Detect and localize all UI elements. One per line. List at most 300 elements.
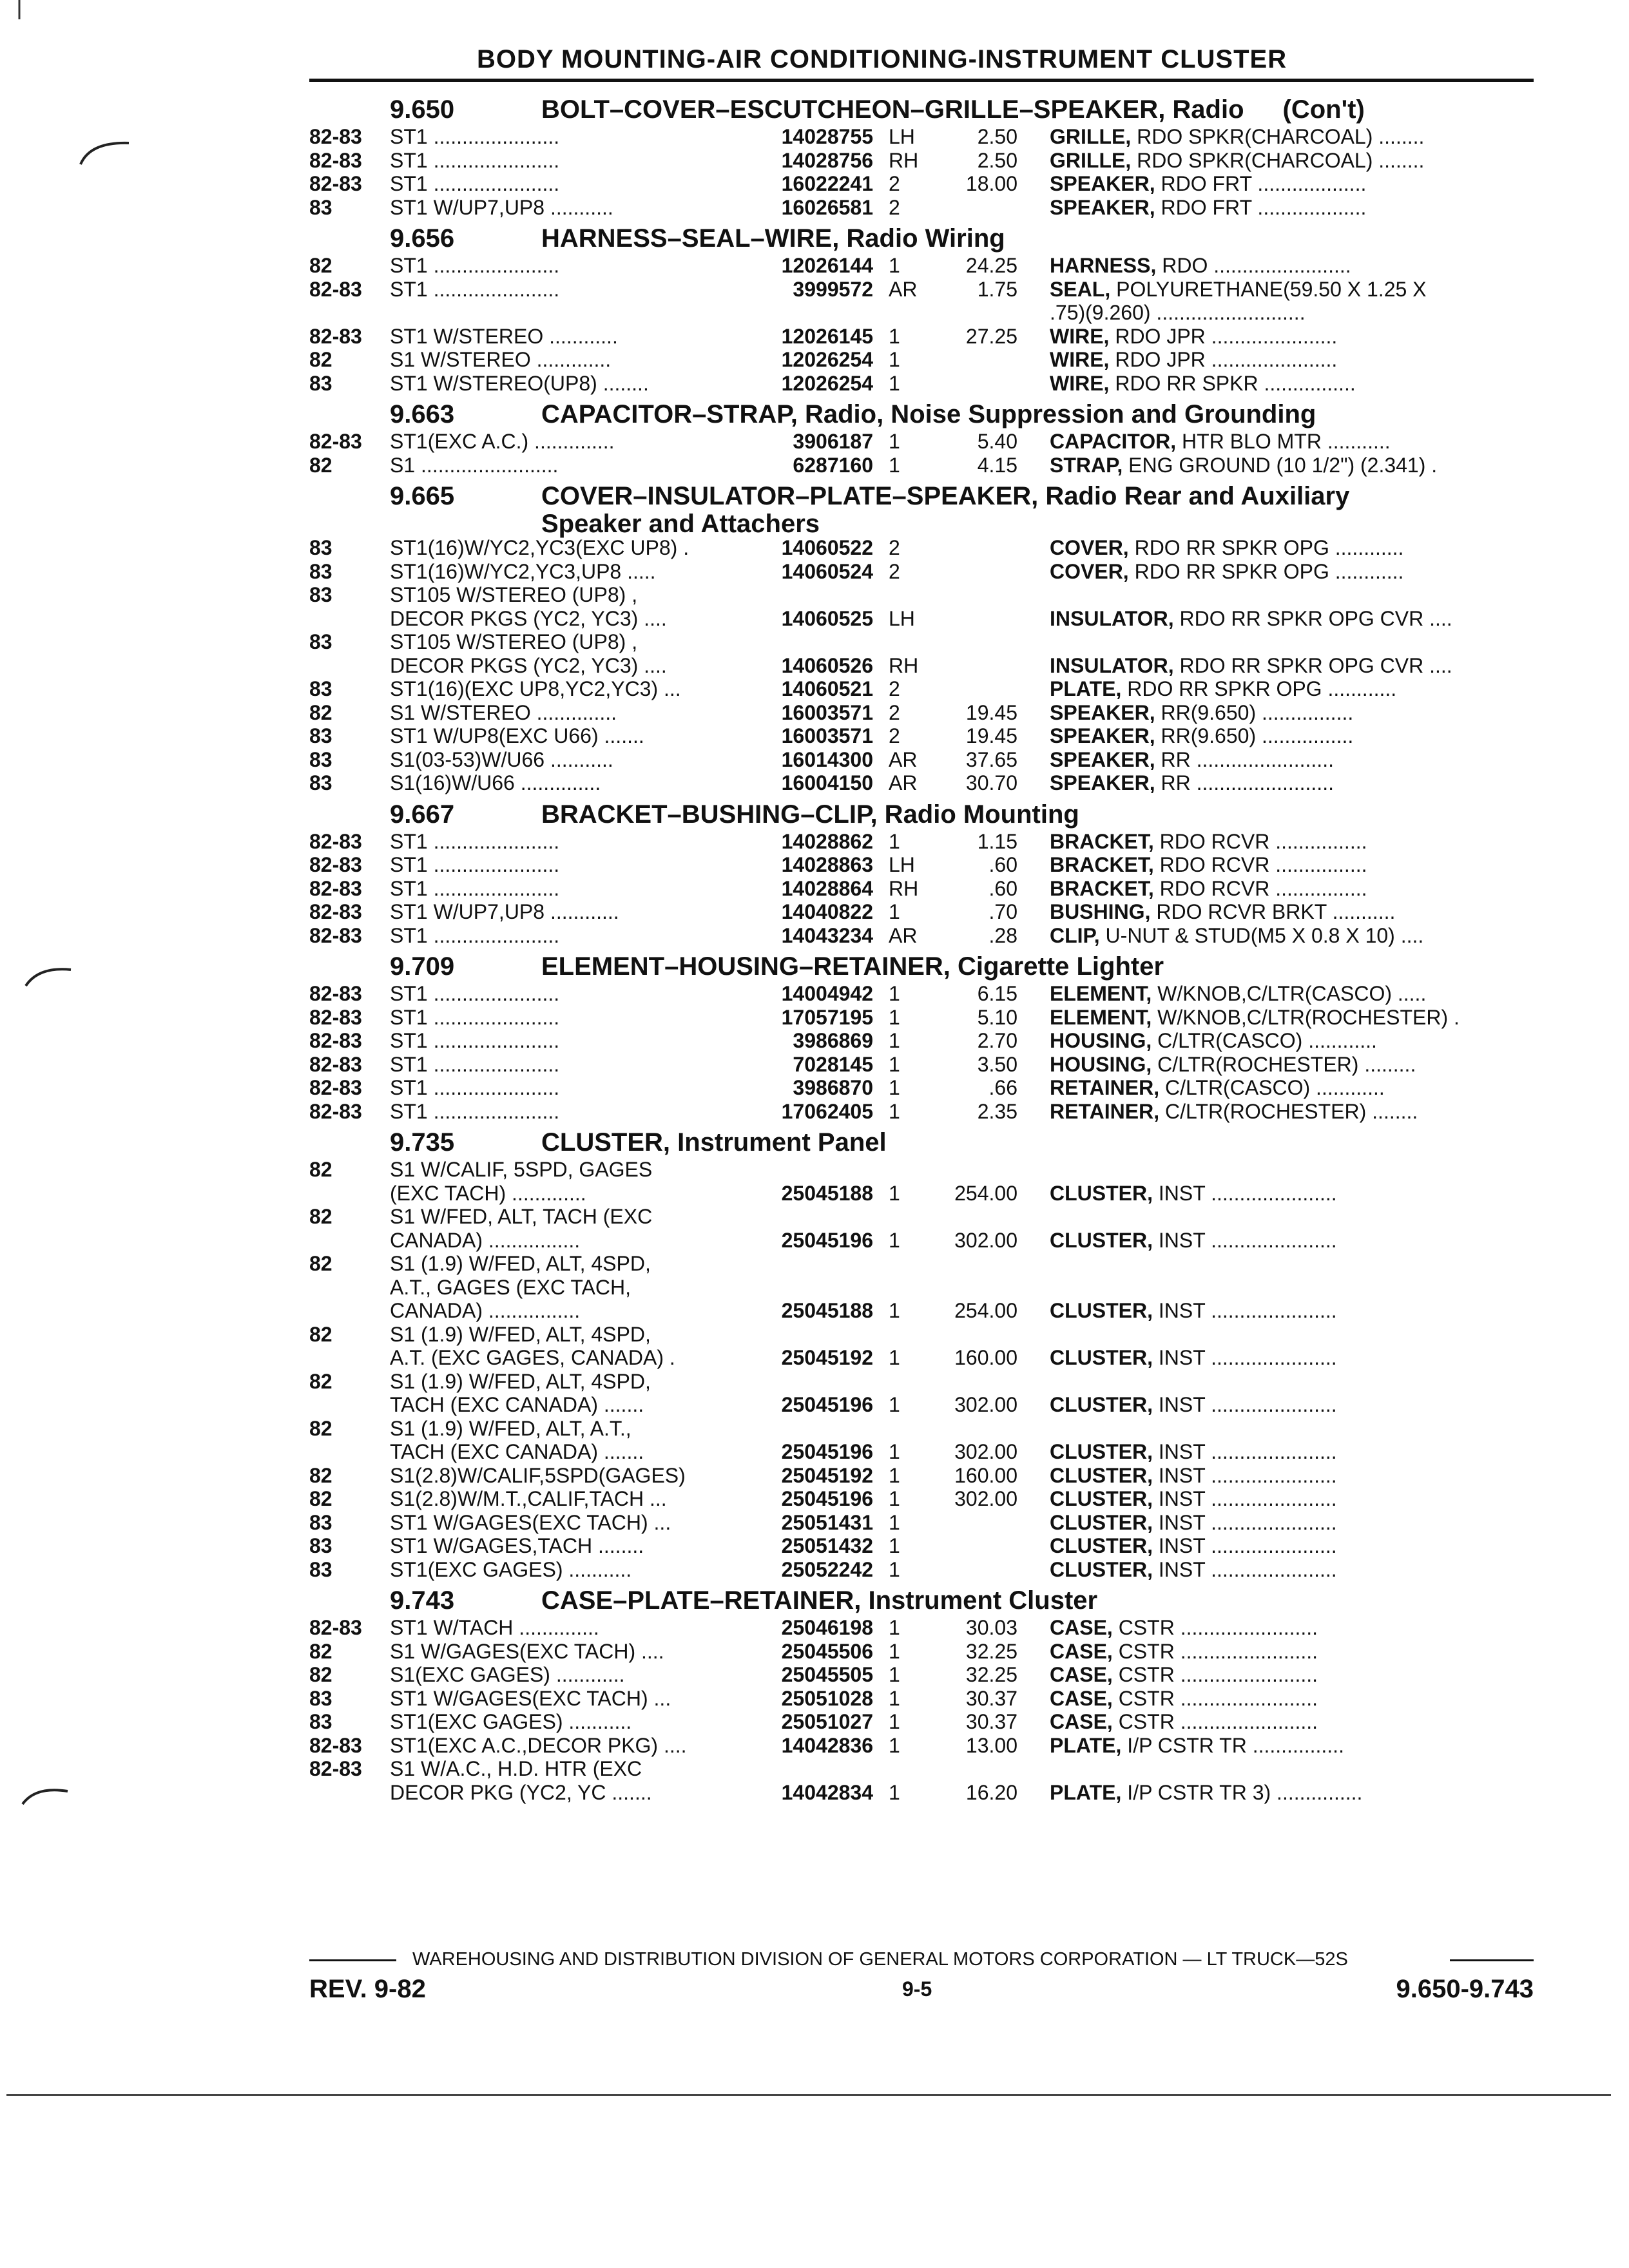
part-row [309,1370,1534,1394]
model-year: 82 [309,1463,333,1487]
part-number [751,1757,873,1781]
list-price: 13.00 [965,1733,1017,1757]
nomenclature-detail: RDO RCVR ................ [1153,853,1367,876]
application-desc: CANADA) ................ [390,1299,581,1322]
nomenclature [1050,1440,1501,1464]
part-row [309,536,1534,560]
part-row [309,1464,1534,1488]
nomenclature-detail: INST ...................... [1153,1181,1337,1205]
nomenclature [1050,560,1501,584]
nomenclature-noun: CLUSTER, [1050,1534,1153,1557]
nomenclature-noun: CLUSTER, [1050,1440,1153,1463]
quantity: 1 [889,1393,900,1416]
application-desc: S1 W/FED, ALT, TACH (EXC [390,1205,653,1228]
nomenclature-noun: SPEAKER, [1050,700,1155,724]
parts-list [309,90,1534,1804]
nomenclature-noun: SPEAKER, [1050,172,1155,195]
application-desc: S1 W/A.C., H.D. HTR (EXC [390,1757,642,1780]
nomenclature-detail: POLYURETHANE(59.50 X 1.25 X [1110,277,1427,301]
part-row [309,982,1534,1006]
model-year: 82 [309,700,333,724]
list-price [927,301,1017,325]
nomenclature-detail: RDO RR SPKR OPG CVR .... [1173,606,1452,630]
part-row [309,372,1534,396]
model-year: 82-83 [309,853,362,876]
section-title [541,94,1365,125]
application-desc: S1 ........................ [390,453,559,477]
nomenclature-detail: INST ...................... [1153,1228,1337,1252]
part-row [309,1757,1534,1781]
nomenclature [1050,1053,1501,1077]
part-number: 16003571 [781,724,873,747]
section-subtitle: Speaker and Attachers [541,510,820,538]
quantity [873,1205,927,1229]
list-price: 32.25 [965,1663,1017,1686]
list-price: .70 [988,900,1017,923]
nomenclature-noun: STRAP, [1050,453,1123,477]
part-number [751,1158,873,1182]
quantity: 1 [889,829,900,853]
part-number [751,301,873,325]
nomenclature-noun: CASE, [1050,1616,1113,1639]
revision-label: REV. 9-82 [309,1975,426,2003]
part-row [309,654,1534,678]
nomenclature-noun: CLIP, [1050,923,1100,947]
nomenclature [1050,149,1501,173]
quantity: 1 [889,324,900,348]
nomenclature-noun: HOUSING, [1050,1029,1152,1052]
nomenclature-detail: ENG GROUND (10 1/2") (2.341) . [1123,453,1438,477]
nomenclature-noun: COVER, [1050,559,1129,583]
nomenclature-noun: INSULATOR, [1050,653,1174,677]
part-row [309,560,1534,584]
part-number [751,1252,873,1276]
section-number: 9.650 [390,95,455,124]
list-price: 6.15 [977,982,1017,1005]
model-year: 82-83 [309,172,362,195]
margin-pen-mark [19,1778,71,1811]
section-number: 9.663 [390,400,455,428]
nomenclature [1050,301,1501,325]
list-price [927,196,1017,220]
list-price: 302.00 [954,1440,1017,1463]
section-title [541,951,1164,982]
part-row [309,1487,1534,1511]
nomenclature-noun: CLUSTER, [1050,1557,1153,1581]
list-price [927,1417,1017,1441]
part-number: 25051432 [781,1534,873,1557]
model-year: 83 [309,1686,333,1710]
application-desc: ST1 W/UP7,UP8 ............ [390,900,619,923]
quantity [873,630,927,654]
section-number: 9.735 [390,1128,455,1157]
nomenclature-detail: RDO FRT ................... [1155,195,1367,219]
list-price [927,1757,1017,1781]
part-number: 14060526 [781,653,873,677]
model-year [309,1781,390,1805]
nomenclature [1050,748,1501,772]
quantity: 2 [889,195,900,219]
list-price [927,630,1017,654]
part-number: 25045188 [781,1181,873,1205]
nomenclature-detail: CSTR ........................ [1112,1686,1318,1710]
list-price [927,607,1017,631]
application-desc: ST1 ...................... [390,254,560,277]
list-price: 302.00 [954,1228,1017,1252]
nomenclature-noun: SEAL, [1050,277,1111,301]
part-number: 17057195 [781,1005,873,1029]
model-year: 82 [309,1205,333,1228]
application-desc: ST1 ...................... [390,125,560,148]
quantity: 1 [889,1463,900,1487]
nomenclature [1050,1640,1501,1664]
part-row [309,430,1534,454]
nomenclature [1050,1487,1501,1511]
nomenclature-noun: PLATE, [1050,1733,1122,1757]
nomenclature-noun: CLUSTER, [1050,1299,1153,1322]
section-heading [390,799,1534,830]
part-number [751,1323,873,1347]
nomenclature-detail: RDO SPKR(CHARCOAL) ........ [1131,148,1425,172]
quantity: AR [889,747,918,771]
list-price: 16.20 [965,1780,1017,1804]
model-year [309,1393,390,1417]
model-year [309,1182,390,1206]
part-row [309,748,1534,772]
model-year: 82-83 [309,1005,362,1029]
model-year: 82-83 [309,923,362,947]
section-title-text: BOLT–COVER–ESCUTCHEON–GRILLE–SPEAKER, Radio [541,95,1244,124]
application-desc: ST1 ...................... [390,1005,560,1029]
nomenclature [1050,607,1501,631]
list-price: 18.00 [965,172,1017,195]
application-desc: ST1(EXC GAGES) ........... [390,1710,632,1733]
list-price [927,1558,1017,1582]
nomenclature [1050,1299,1501,1323]
part-row [309,1417,1534,1441]
model-year: 83 [309,771,333,794]
nomenclature [1050,1393,1501,1417]
nomenclature-noun: SPEAKER, [1050,195,1155,219]
model-year: 82-83 [309,900,362,923]
quantity: 1 [889,453,900,477]
quantity: 1 [889,1510,900,1534]
part-number: 25046198 [781,1616,873,1639]
model-year: 82-83 [309,1757,362,1780]
list-price: 30.03 [965,1616,1017,1639]
model-year: 82-83 [309,1099,362,1123]
nomenclature [1050,1229,1501,1253]
quantity: LH [889,125,915,148]
nomenclature [1050,1076,1501,1100]
application-desc: ST1 ...................... [390,148,560,172]
continued-label: (Con't) [1282,95,1365,124]
application-desc: S1 (1.9) W/FED, ALT, 4SPD, [390,1322,651,1346]
quantity [873,1370,927,1394]
model-year [309,1346,390,1370]
part-row [309,348,1534,372]
nomenclature-noun: PLATE, [1050,1780,1122,1804]
list-price [927,1370,1017,1394]
nomenclature [1050,982,1501,1006]
nomenclature-detail: RDO ........................ [1156,254,1351,277]
application-desc: S1 W/STEREO .............. [390,700,617,724]
list-price: 4.15 [977,453,1017,477]
quantity: 1 [889,1487,900,1510]
nomenclature-noun: ELEMENT, [1050,982,1152,1005]
nomenclature [1050,1464,1501,1488]
part-number [751,630,873,654]
quantity: AR [889,277,918,301]
part-row [309,1440,1534,1464]
list-price [927,583,1017,607]
application-desc: ST1(16)(EXC UP8,YC2,YC3) ... [390,677,681,700]
nomenclature-detail: CSTR ........................ [1112,1663,1318,1686]
application-desc: ST1 ...................... [390,876,560,900]
nomenclature-noun: CLUSTER, [1050,1463,1153,1487]
nomenclature-detail: I/P CSTR TR ................ [1121,1733,1344,1757]
part-number: 3986869 [793,1029,873,1052]
section-heading [390,223,1534,254]
model-year: 82-83 [309,1052,362,1076]
model-year: 82 [309,1369,333,1393]
model-year: 83 [309,536,333,559]
section-title [541,1585,1097,1616]
nomenclature-noun: COVER, [1050,536,1129,559]
nomenclature [1050,1323,1501,1347]
nomenclature-noun: CASE, [1050,1710,1113,1733]
nomenclature [1050,771,1501,795]
quantity [873,301,927,325]
nomenclature-detail: U-NUT & STUD(M5 X 0.8 X 10) .... [1099,923,1424,947]
model-year: 83 [309,195,333,219]
nomenclature-noun: ELEMENT, [1050,1005,1152,1029]
application-desc: S1 W/CALIF, 5SPD, GAGES [390,1158,653,1181]
list-price: 254.00 [954,1181,1017,1205]
nomenclature [1050,1710,1501,1734]
quantity: AR [889,771,918,794]
part-row [309,771,1534,795]
nomenclature-noun: BUSHING, [1050,900,1151,923]
nomenclature-detail: C/LTR(ROCHESTER) ........ [1159,1099,1418,1123]
nomenclature [1050,630,1501,654]
nomenclature-detail: C/LTR(CASCO) ............ [1159,1076,1385,1099]
nomenclature-detail: RDO FRT ................... [1155,172,1367,195]
nomenclature-noun: WIRE, [1050,324,1110,348]
quantity: LH [889,606,915,630]
quantity: 1 [889,1228,900,1252]
quantity: 1 [889,900,900,923]
list-price: 32.25 [965,1639,1017,1663]
quantity: 1 [889,1733,900,1757]
page-footer [309,1949,1534,2013]
nomenclature-detail: INST ...................... [1153,1346,1337,1369]
model-year: 82-83 [309,829,362,853]
quantity [873,1757,927,1781]
quantity: 2 [889,536,900,559]
application-desc: ST1(16)W/YC2,YC3,UP8 ..... [390,559,656,583]
nomenclature [1050,1534,1501,1558]
nomenclature-noun: INSULATOR, [1050,606,1174,630]
list-price [927,1511,1017,1535]
list-price: 160.00 [954,1463,1017,1487]
part-number: 14060524 [781,559,873,583]
section-title [541,223,1005,254]
application-desc: S1(16)W/U66 .............. [390,771,601,794]
part-row [309,454,1534,477]
list-price: 1.75 [977,277,1017,301]
list-price [927,1276,1017,1300]
quantity: 1 [889,1616,900,1639]
footer-rule-left [309,1959,396,1961]
list-price: 5.40 [977,430,1017,453]
part-row [309,583,1534,607]
application-desc: S1(03-53)W/U66 ........... [390,747,613,771]
model-year [309,1229,390,1253]
part-number: 25051028 [781,1686,873,1710]
nomenclature-detail: RDO JPR ...................... [1109,324,1338,348]
part-row [309,607,1534,631]
model-year: 82 [309,254,333,277]
nomenclature [1050,924,1501,948]
quantity: 1 [889,1076,900,1099]
section-heading [390,951,1534,982]
model-year: 82 [309,1158,333,1181]
part-row [309,1640,1534,1664]
section-heading [390,1127,1534,1158]
list-price: 2.35 [977,1099,1017,1123]
nomenclature-noun: CLUSTER, [1050,1510,1153,1534]
page-title: BODY MOUNTING-AIR CONDITIONING-INSTRUMENT CLUSTER [477,45,1287,73]
nomenclature [1050,372,1501,396]
nomenclature [1050,1252,1501,1276]
part-number: 14060525 [781,606,873,630]
quantity: 1 [889,1052,900,1076]
parts-section [309,799,1534,948]
model-year: 82-83 [309,125,362,148]
model-year: 82 [309,453,333,477]
nomenclature [1050,724,1501,748]
nomenclature-detail: I/P CSTR TR 3) ............... [1121,1780,1363,1804]
section-heading [390,1585,1534,1616]
list-price: 254.00 [954,1299,1017,1322]
part-row [309,1710,1534,1734]
part-row [309,1076,1534,1100]
part-row [309,1299,1534,1323]
nomenclature-noun: WIRE, [1050,371,1110,395]
part-row [309,1534,1534,1558]
parts-section [309,399,1534,477]
list-price: 24.25 [965,254,1017,277]
model-year: 82-83 [309,982,362,1005]
application-desc: ST105 W/STEREO (UP8) , [390,630,638,653]
model-year: 82 [309,1639,333,1663]
part-number: 3999572 [793,277,873,301]
part-row [309,1346,1534,1370]
nomenclature-detail: CSTR ........................ [1112,1710,1318,1733]
part-row [309,630,1534,654]
part-number: 14028755 [781,125,873,148]
part-row [309,1029,1534,1053]
application-desc [390,301,751,325]
application-desc: ST1(16)W/YC2,YC3(EXC UP8) . [390,536,689,559]
part-number: 25045196 [781,1393,873,1416]
nomenclature-noun: HOUSING, [1050,1052,1152,1076]
nomenclature-detail: RDO SPKR(CHARCOAL) ........ [1131,125,1425,148]
application-desc: A.T., GAGES (EXC TACH, [390,1275,631,1299]
part-number: 25045196 [781,1228,873,1252]
list-price: 2.50 [977,148,1017,172]
part-number: 16003571 [781,700,873,724]
application-desc: ST105 W/STEREO (UP8) , [390,583,638,606]
nomenclature [1050,853,1501,877]
nomenclature-detail: RR ........................ [1155,747,1334,771]
model-year [309,301,390,325]
section-title-text: CAPACITOR–STRAP, Radio, Noise Suppression and Grounding [541,400,1316,428]
nomenclature-detail: C/LTR(ROCHESTER) ......... [1152,1052,1416,1076]
application-desc: ST1 ...................... [390,853,560,876]
application-desc: ST1(EXC A.C.) .............. [390,430,615,453]
list-price: 160.00 [954,1346,1017,1369]
application-desc: S1 (1.9) W/FED, ALT, 4SPD, [390,1252,651,1275]
list-price: 30.37 [965,1710,1017,1733]
part-row [309,254,1534,278]
quantity: RH [889,653,919,677]
quantity: 1 [889,1005,900,1029]
part-number: 17062405 [781,1099,873,1123]
quantity: 1 [889,1099,900,1123]
model-year: 82 [309,1487,333,1510]
quantity: 1 [889,1663,900,1686]
list-price: .66 [988,1076,1017,1099]
part-number: 14043234 [781,923,873,947]
part-number: 16022241 [781,172,873,195]
quantity: 1 [889,1440,900,1463]
part-row [309,301,1534,325]
application-desc: TACH (EXC CANADA) ....... [390,1393,644,1416]
nomenclature-noun: GRILLE, [1050,125,1132,148]
part-number: 14028756 [781,148,873,172]
application-desc: (EXC TACH) ............. [390,1181,586,1205]
nomenclature [1050,536,1501,560]
part-number: 25045192 [781,1463,873,1487]
model-year: 82-83 [309,1029,362,1052]
application-desc: S1(2.8)W/M.T.,CALIF,TACH ... [390,1487,667,1510]
quantity: 2 [889,172,900,195]
quantity: 2 [889,559,900,583]
application-desc: ST1 W/UP8(EXC U66) ....... [390,724,644,747]
quantity: LH [889,853,915,876]
nomenclature [1050,1346,1501,1370]
application-desc: ST1 ...................... [390,1029,560,1052]
quantity [873,1276,927,1300]
list-price: 37.65 [965,747,1017,771]
nomenclature-detail: HTR BLO MTR ........... [1176,430,1391,453]
part-number: 12026254 [781,348,873,371]
part-number: 25045192 [781,1346,873,1369]
section-number: 9.743 [390,1586,455,1615]
part-number: 14040822 [781,900,873,923]
application-desc: ST1 W/GAGES,TACH ........ [390,1534,644,1557]
application-desc: S1 W/GAGES(EXC TACH) .... [390,1639,664,1663]
application-desc: S1(2.8)W/CALIF,5SPD(GAGES) [390,1463,686,1487]
nomenclature-noun: WIRE, [1050,348,1110,371]
nomenclature-detail: INST ...................... [1153,1534,1337,1557]
part-number: 14004942 [781,982,873,1005]
part-row [309,1158,1534,1182]
application-desc: TACH (EXC CANADA) ....... [390,1440,644,1463]
nomenclature [1050,701,1501,725]
